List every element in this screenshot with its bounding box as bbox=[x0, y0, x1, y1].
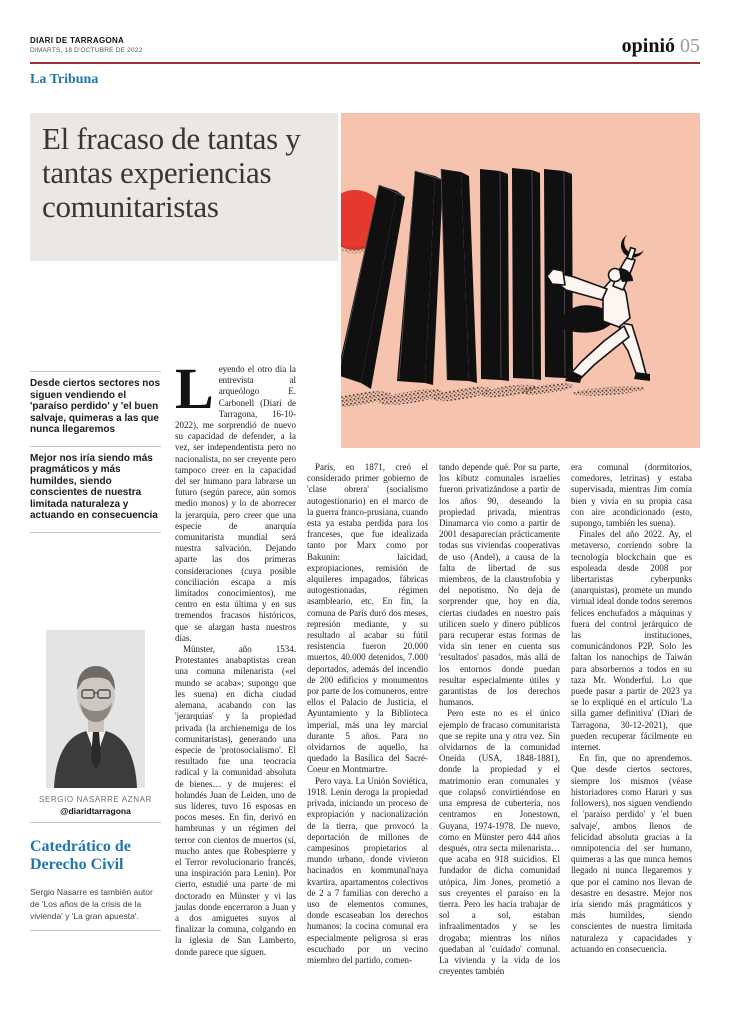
paper-name: DIARI DE TARRAGONA bbox=[30, 36, 125, 45]
masthead-left bbox=[30, 36, 142, 55]
pull-quote: Mejor nos iría siendo más pragmáticos y más humildes, siendo conscientes de nuestra limitada naturaleza y actuando en consecuencia bbox=[30, 446, 161, 532]
section-label: La Tribuna bbox=[30, 72, 99, 87]
article-column-4 bbox=[571, 462, 692, 955]
divider bbox=[30, 822, 161, 823]
author-name: SERGIO NASARRE AZNAR bbox=[39, 795, 152, 804]
page-number: 05 bbox=[680, 35, 700, 57]
pull-quote: Desde ciertos sectores nos siguen vendiendo el 'paraíso perdido' y 'el buen salvaje, quimeras a las que nunca llegaremos bbox=[30, 371, 161, 446]
divider bbox=[30, 930, 161, 931]
paragraph: Pero vaya. La Unión Soviética, 1918. Lenin deroga la propiedad privada, iniciando un proceso de expropiación y nacionalización de la tierra, que provocó la deportación de millones de campesinos propietarios al mundo urbano, donde vivieron hacinados en kommunal'naya kvartira, apartamentos colectivos de 2 a 7 familias con derecho a uso de elementos comunes, donde escaseaban los derechos humanos: la cocina comunal era especialmente peligrosa si eras escuchado por un vecino miembro del partido, comen- bbox=[307, 775, 428, 965]
section-name: opinió bbox=[621, 35, 675, 57]
drop-cap: L bbox=[175, 356, 214, 421]
paragraph: Pero este no es el único ejemplo de fracaso comunitarista que se repite una y otra vez. Sin olvidarnos de la comunidad Oneida (USA, 1848-1881), donde la propiedad y el matrimonio eran comunales y que colapsó convirtiéndose en una empresa de cubertería, nos centramos en Jonestown, Guyana, 1974-1978. De nuevo, como en Münster pero 444 años después, otra secta milenarista… que acaba en 918 suicidios. El fundador de dicha comunidad utópica, Jim Jones, prometió a sus creyentes el paraíso en la tierra. Pero les hacía trabajar de sol a sol, estaban infraalimentados y se les drogaba; mientras los niños quedaban al 'cuidado' comunal. La vivienda y la vida de los creyentes también bbox=[439, 708, 560, 977]
paragraph: Finales del año 2022. Ay, el metaverso, corriendo sobre la tecnología blockchain que es espoleada desde 2008 por libertaristas cyberpunks (anarquistas), promete un mundo virtual ideal donde todos seremos felices enchufados a máquinas y fuera del control jerárquico de las instituciones, comunicándonos P2P. Solo les faltan los nanochips de Taiwán para absorbernos a todos en su taza Mr. Wonderful. Lo que puede pasar a partir de 2023 ya se lo expliqué en el artículo 'La silla gamer definitiva' (Diari de Tarragona, 30-12-2021), que pueden recuperar fácilmente en internet. bbox=[571, 529, 692, 753]
masthead bbox=[30, 36, 700, 58]
divider bbox=[30, 532, 161, 533]
paragraph: Münster, año 1534. Protestantes anabaptistas crean una comuna milenarista («el mundo se acaba»; supongo que les suena) en dicha ciudad alemana, acabando con las 'jerarquías' y la propiedad privada (la archienemiga de los comunitaristas), generando una especie de 'protosocialismo'. El resultado fue una teocracia radical y la comunidad absoluta de bienes… y de mujeres: el holandés Juan de Leiden, uno de sus líderes, tuvo 16 esposas en pocos meses. En fin, derivó en hambrunas y un régimen del terror con cientos de muertos (sí, mucho antes que Robespierre y el Terror revolucionario francés, una inspiración para Lenin). Por cierto, estudié una parte de mi doctorado en Münster y vi las jaulas donde encerraron a Juan y a dos amiguetes suyos al finalizar la comuna, colgando en la iglesia de San Lamberto, donde parece que siguen. bbox=[175, 644, 296, 957]
paragraph: era comunal (dormitorios, comedores, letrinas) y estaba supervisada, mientras Jim comía bien y vivía en su propia casa con aire acondicionado (esto, supongo, también les suena). bbox=[571, 462, 692, 529]
paragraph: En fin, que no aprendemos. Que desde ciertos sectores, siempre los mismos (véase historiadores como Harari y sus followers), nos siguen vendiendo el 'paraíso perdido' y 'el buen salvaje', ambos llenos de felicidad absoluta gracias a la omnipotencia del ser humano, quimeras a las que nunca hemos llegado ni nunca llegaremos y que por el camino nos llevan de desastre en desastre. Mejor nos iría siendo más pragmáticos y más humildes, siendo conscientes de nuestra limitada naturaleza y capacidades y actuando en consecuencia. bbox=[571, 753, 692, 954]
headline-box bbox=[30, 113, 338, 261]
masthead-rule bbox=[30, 62, 700, 64]
illustration-svg bbox=[341, 113, 700, 448]
section-slug bbox=[622, 36, 700, 58]
issue-date: DIMARTS, 18 D'OCTUBRE DE 2022 bbox=[30, 47, 143, 54]
page-title: El fracaso de tantas y tantas experiencias comunitaristas bbox=[42, 121, 301, 224]
paragraph: París, en 1871, creó el considerado primer gobierno de 'clase obrera' (socialismo autogestionario) en el marco de la guerra franco-prusiana, cuando esta ya estaba perdida para los franceses, que fue idealizada tanto por Marx como por Bakunin: laicidad, expropiaciones, remisión de alquileres impagados, fábricas autogestionadas, régimen asambleario, etc. En fin, la comuna de París duró dos meses, represión mediante, y su resultado al acabar su fútil resistencia fueron 20.000 muertos, 40.000 detenidos, 7.000 deportados, además del incendio de 200 edificios y monumentos por parte de los comuneros, entre ellos el Palacio de Justicia, el Ayuntamiento y la Biblioteca imperial, más una ley marcial durante 5 años. Para no olvidarnos de aquello, ha quedado la Basílica del Sacré-Coeur en Montmartre. bbox=[307, 462, 428, 775]
article-column-1 bbox=[175, 356, 296, 958]
dominoes-icon bbox=[341, 168, 573, 389]
illustration-dominoes bbox=[341, 113, 700, 448]
sidebar bbox=[30, 371, 161, 533]
article-column-3 bbox=[439, 462, 560, 977]
author-handle: @diaridtarragona bbox=[60, 806, 131, 816]
paragraph bbox=[175, 356, 296, 644]
paragraph: tando depende qué. Por su parte, los kibutz comunales israelíes fueron privatizándose a partir de los años 90, deseando la propiedad privada, mientras Dinamarca vio como a partir de 2001 desaparecían prácticamente todas sus viviendas cooperativas de uso (Andel), a causa de la falta de libertad de sus miembros, de la claustrofobia y del nepotismo. No deja de sorprender que, hoy en día, ciertas ciudades en nuestro país utilicen suelo y dinero públicos para recuperar estas formas de vida sin tener en cuenta sus 'resultados' pasados, más allá de los entornos donde puedan resultar especialmente útiles y garantistas de los derechos humanos. bbox=[439, 462, 560, 708]
article-column-2 bbox=[307, 462, 428, 966]
author-photo bbox=[46, 630, 145, 788]
author-title: Catedrático de Derecho Civil bbox=[30, 838, 131, 873]
author-bio: Sergio Nasarre es también autor de 'Los años de la crisis de la vivienda' y 'La gran apuesta'. bbox=[30, 887, 153, 921]
paragraph-text: eyendo el otro día la entrevista al arqueólogo E. Carbonell (Diari de Tarragona, 16-10-2022), me sorprendió de nuevo su capacidad de defender, a la vez, ser independentista pero no nacionalista, no ser creyente pero tampoco creer en la capacidad del ser humano para labrarse un futuro (según parece, aún somos medio monos) y lo de aborrecer la jerarquía, pero creer que una especie de anarquía comunitarista mundial será nuestra salvación. Dejando aparte las dos primeras consideraciones (cuya posible conciliación escapa a mis limitados conocimientos), me centro en esta última y en sus tremendos fracasos históricos, que se alargan hasta nuestros días. bbox=[175, 364, 296, 643]
